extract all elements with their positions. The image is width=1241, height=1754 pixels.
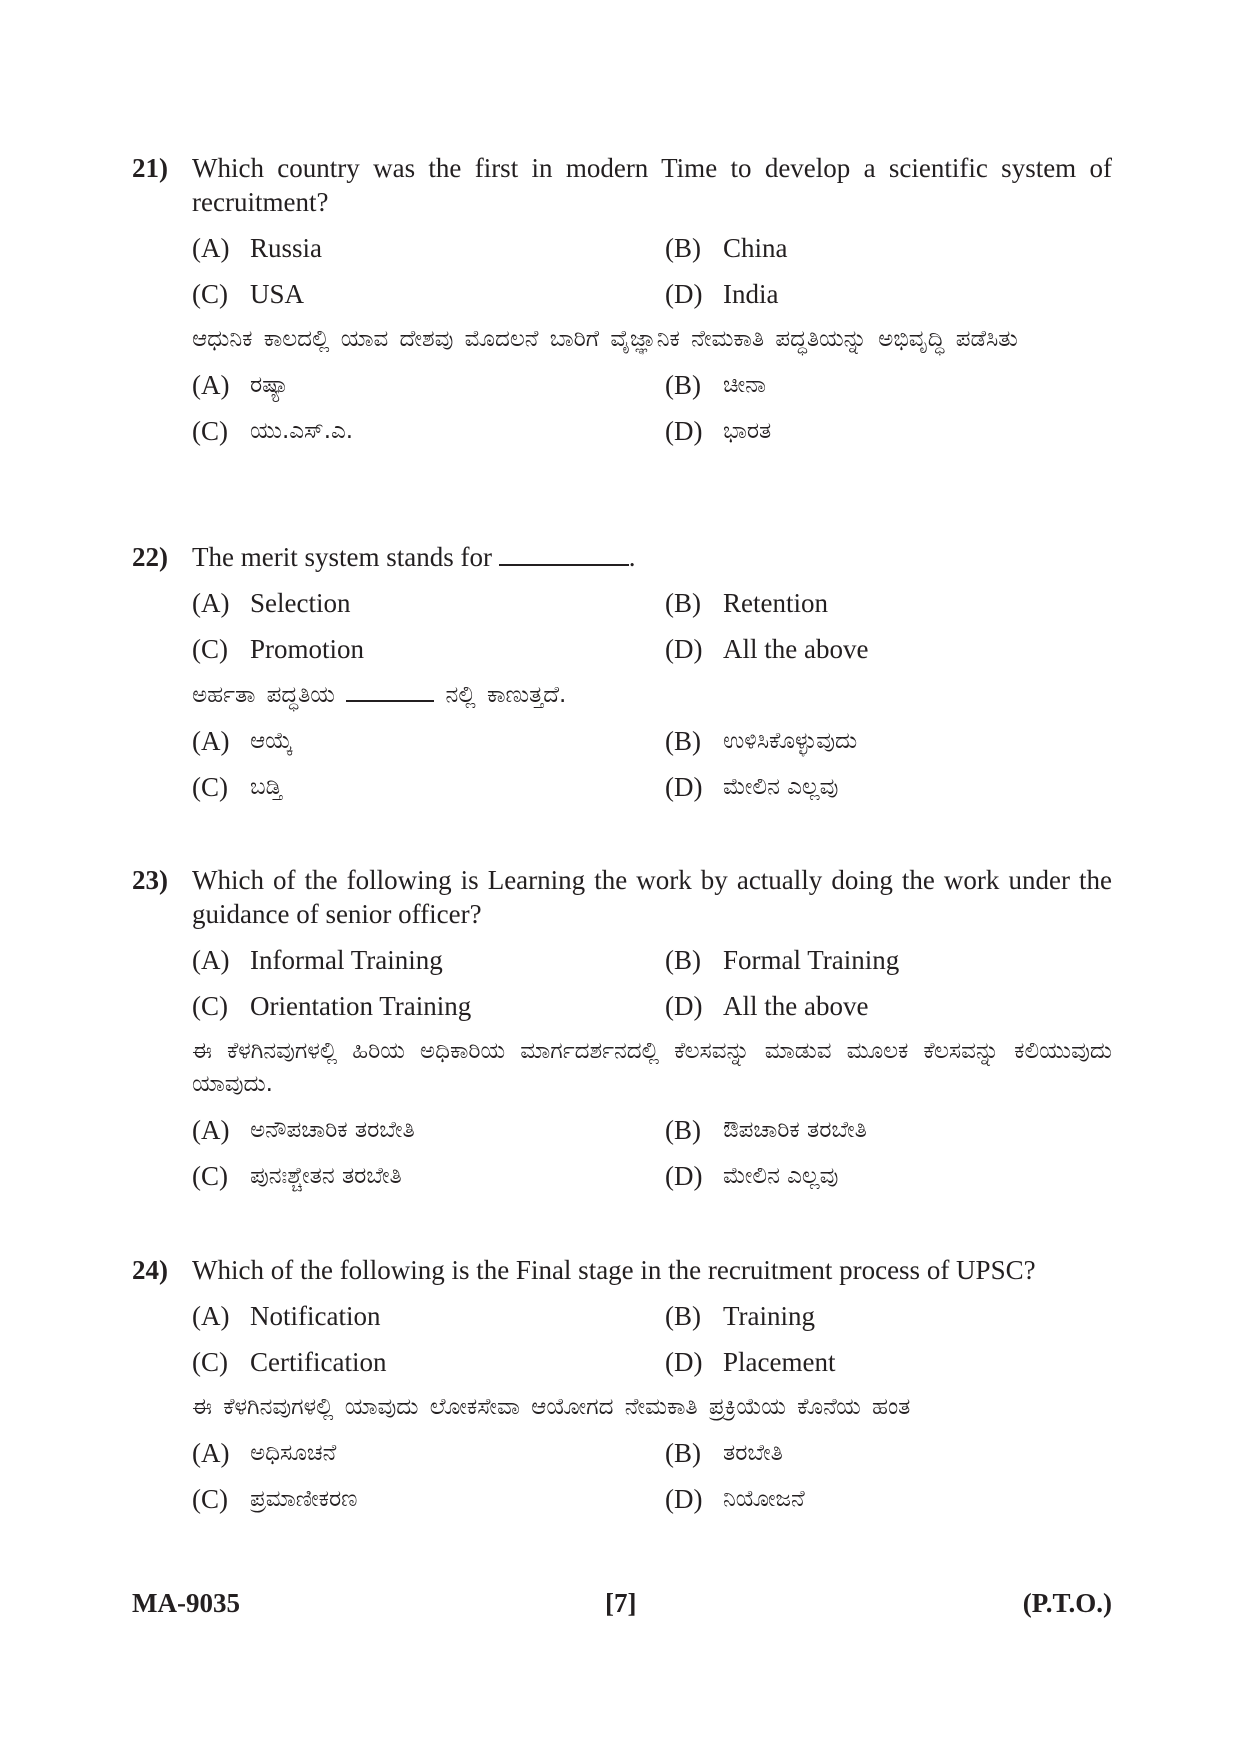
question-number: 24) <box>132 1255 168 1285</box>
question-number: 23) <box>132 865 168 895</box>
options-english <box>192 231 1112 311</box>
option-a-kannada: (A) ಅಧಿಸೂಚನೆ <box>192 1438 337 1468</box>
page-number: [7] <box>605 1588 637 1618</box>
option-d: (D) Placement <box>665 1347 836 1377</box>
option-c: (C) Orientation Training <box>192 991 472 1021</box>
options-kannada <box>192 1436 1112 1516</box>
options-english <box>192 1299 1112 1379</box>
question-text-kannada: ಆಧುನಿಕ ಕಾಲದಲ್ಲಿ ಯಾವ ದೇಶವು ಮೊದಲನೆ ಬಾರಿಗೆ ವೈಜ್ಞಾನಿಕ ನೇಮಕಾತಿ ಪದ್ಧತಿಯನ್ನು ಅಭಿವೃದ್ಧಿ ಪಡೆಸಿತು <box>192 326 1018 352</box>
option-a: (A) Notification <box>192 1301 381 1331</box>
option-d-kannada: (D) ಮೇಲಿನ ಎಲ್ಲವು <box>665 772 839 802</box>
question-text-kannada: ಈ ಕೆಳಗಿನವುಗಳಲ್ಲಿ ಹಿರಿಯ ಅಧಿಕಾರಿಯ ಮಾರ್ಗದರ್ಶನದಲ್ಲಿ ಕೆಲಸವನ್ನು ಮಾಡುವ ಮೂಲಕ ಕೆಲಸವನ್ನು ಕಲಿಯುವುದು ಯಾವುದು. <box>192 1038 1112 1097</box>
option-b: (B) Training <box>665 1301 816 1331</box>
option-b: (B) Retention <box>665 588 828 618</box>
option-d: (D) India <box>665 279 779 309</box>
option-b-kannada: (B) ತರಬೇತಿ <box>665 1438 783 1468</box>
answer-blank <box>346 678 434 702</box>
option-c: (C) Promotion <box>192 634 365 664</box>
question-text: The merit system stands for . <box>192 542 636 572</box>
option-d-kannada: (D) ನಿಯೋಜನೆ <box>665 1484 805 1514</box>
question-text-kannada: ಅರ್ಹತಾ ಪದ್ಧತಿಯ ನಲ್ಲಿ ಕಾಣುತ್ತದೆ. <box>192 678 1112 712</box>
question-22 <box>132 540 1112 804</box>
option-b: (B) China <box>665 233 788 263</box>
option-b-kannada: (B) ಉಳಿಸಿಕೊಳ್ಳುವುದು <box>665 726 858 756</box>
option-b-kannada: (B) ಚೀನಾ <box>665 370 766 400</box>
question-text: Which of the following is Learning the work by actually doing the work under the guidance of senior officer? <box>192 865 1112 929</box>
options-kannada <box>192 1113 1112 1193</box>
option-a-kannada: (A) ರಷ್ಯಾ <box>192 370 290 400</box>
page-footer <box>132 1588 1112 1624</box>
question-number: 21) <box>132 153 168 183</box>
option-a: (A) Informal Training <box>192 945 443 975</box>
option-d-kannada: (D) ಭಾರತ <box>665 416 772 446</box>
options-english <box>192 586 1112 666</box>
option-d-kannada: (D) ಮೇಲಿನ ಎಲ್ಲವು <box>665 1161 839 1191</box>
question-23 <box>132 863 1112 1193</box>
answer-blank <box>499 540 629 566</box>
option-b-kannada: (B) ಔಪಚಾರಿಕ ತರಬೇತಿ <box>665 1115 867 1145</box>
option-b: (B) Formal Training <box>665 945 900 975</box>
option-a-kannada: (A) ಆಯ್ಕೆ <box>192 726 293 756</box>
options-kannada <box>192 724 1112 804</box>
option-d: (D) All the above <box>665 634 869 664</box>
question-text-kannada: ಈ ಕೆಳಗಿನವುಗಳಲ್ಲಿ ಯಾವುದು ಲೋಕಸೇವಾ ಆಯೋಗದ ನೇಮಕಾತಿ ಪ್ರಕ್ರಿಯೆಯ ಕೊನೆಯ ಹಂತ <box>192 1394 911 1420</box>
please-turn-over: (P.T.O.) <box>1022 1588 1112 1618</box>
options-kannada <box>192 368 1112 448</box>
option-a: (A) Selection <box>192 588 351 618</box>
option-a-kannada: (A) ಅನೌಪಚಾರಿಕ ತರಬೇತಿ <box>192 1115 415 1145</box>
question-24 <box>132 1253 1112 1516</box>
option-c: (C) USA <box>192 279 305 309</box>
question-number: 22) <box>132 542 168 572</box>
question-text: Which of the following is the Final stage in the recruitment process of UPSC? <box>192 1255 1036 1285</box>
question-text: Which country was the first in modern Time to develop a scientific system of recruitment? <box>192 153 1112 217</box>
option-c-kannada: (C) ಬಡ್ತಿ <box>192 772 283 802</box>
option-c: (C) Certification <box>192 1347 387 1377</box>
option-c-kannada: (C) ಪ್ರಮಾಣೀಕರಣ <box>192 1484 358 1514</box>
option-c-kannada: (C) ಯು.ಎಸ್.ಎ. <box>192 416 354 446</box>
option-d: (D) All the above <box>665 991 869 1021</box>
question-21 <box>132 151 1112 448</box>
option-c-kannada: (C) ಪುನಃಶ್ಚೇತನ ತರಬೇತಿ <box>192 1161 402 1191</box>
option-a: (A) Russia <box>192 233 323 263</box>
paper-code: MA-9035 <box>132 1588 240 1618</box>
options-english <box>192 943 1112 1023</box>
